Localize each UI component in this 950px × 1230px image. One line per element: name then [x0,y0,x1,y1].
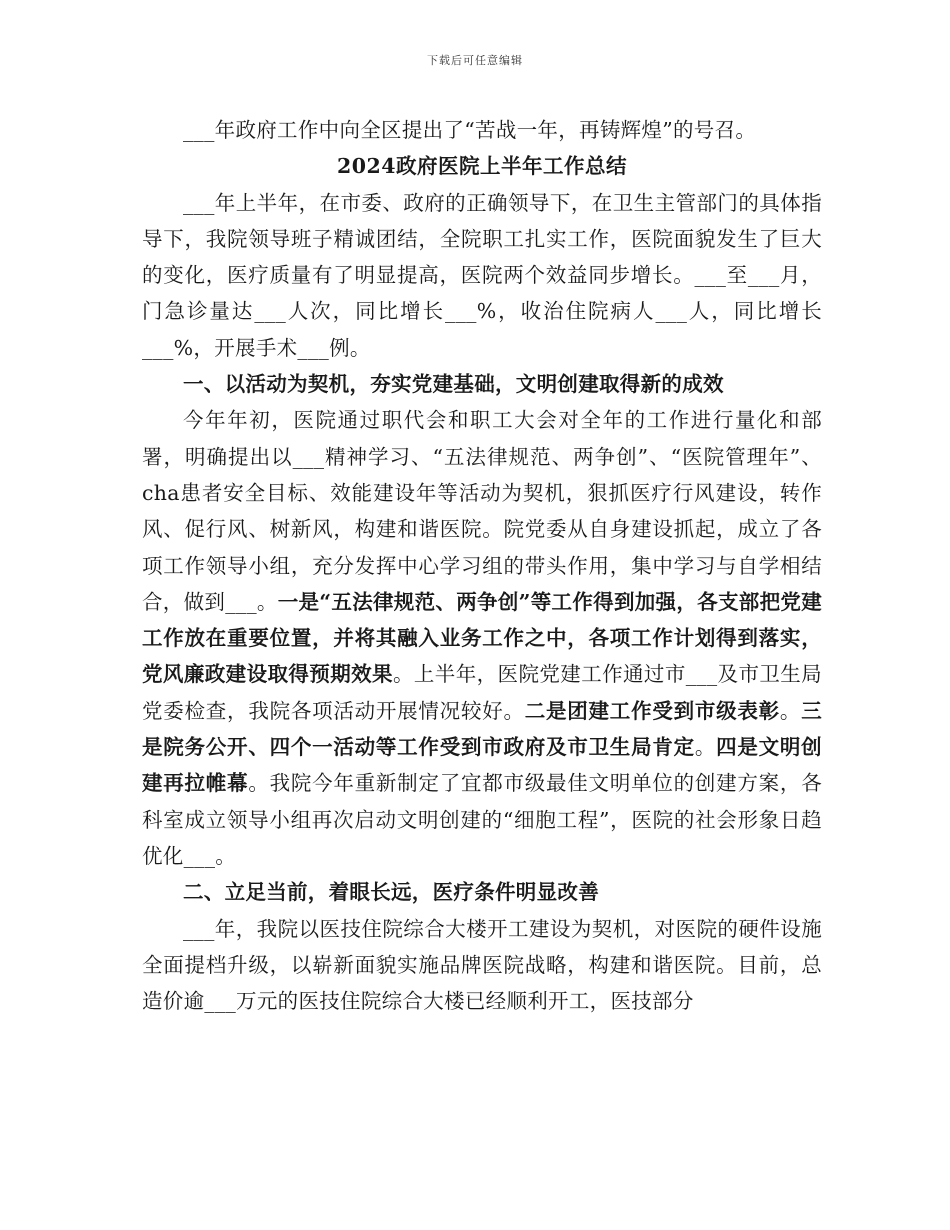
document-body [142,112,822,1019]
text-run: 。 [779,698,802,723]
text-run: 。我院今年重新制定了宜都市级最佳文明单位的创建方案，各科室成立领导小组再次启动文明创建的“细胞工程”，医院的社会形象日趋优化___。 [142,771,822,868]
text-run: 。上半年，医院党建工作通过市___及市卫生局党委检查，我院各项活动开展情况较好。 [142,662,822,723]
bold-run-3: 三是院务公开、四个一活动等工作受到市政府及市卫生局肯定 [142,698,822,760]
bold-run-1: 一是“五法律规范、两争创”等工作得到加强，各支部把党建工作放在重要位置，并将其融入业务工作之中，各项工作计划得到落实，党风廉政建设取得预期效果 [142,589,822,687]
bold-run-2: 二是团建工作受到市级表彰 [524,698,780,723]
intro-line: ___年政府工作中向全区提出了“苦战一年，再铸辉煌”的号召。 [183,118,757,142]
paragraph-party-building [142,402,822,874]
paragraph-facilities: ___年，我院以医技住院综合大楼开工建设为契机，对医院的硬件设施全面提档升级，以崭新面貌实施品牌医院战略，构建和谐医院。目前，总造价逾___万元的医技住院综合大楼已经顺利开工，医技部分 [142,916,822,1014]
paragraph-overview: ___年上半年，在市委、政府的正确领导下，在卫生主管部门的具体指导下，我院领导班子精诚团结，全院职工扎实工作，医院面貌发生了巨大的变化，医疗质量有了明显提高，医院两个效益同步增长。___至___月，门急诊量达___人次，同比增长___%，收治住院病人___人，同比增长___%，开展手术___例。 [142,190,822,360]
section-heading-1: 一、以活动为契机，夯实党建基础，文明创建取得新的成效 [183,372,724,397]
text-run: 。 [694,735,717,760]
document-title: 2024政府医院上半年工作总结 [336,154,628,179]
section-heading-2: 二、立足当前，着眼长远，医疗条件明显改善 [183,880,599,905]
bold-run-4: 四是文明创建再拉帷幕 [142,735,822,796]
text-run: 今年年初，医院通过职代会和职工大会对全年的工作进行量化和部署，明确提出以___精神学习、“五法律规范、两争创”、“医院管理年”、cha患者安全目标、效能建设年等活动为契机，狠抓医疗行风建设，转作风、促行风、树新风，构建和谐医院。院党委从自身建设抓起，成立了各项工作领导小组，充分发挥中心学习组的带头作用，集中学习与自学相结合，做到___。 [142,408,822,614]
page-header: 下载后可任意编辑 [427,54,523,67]
